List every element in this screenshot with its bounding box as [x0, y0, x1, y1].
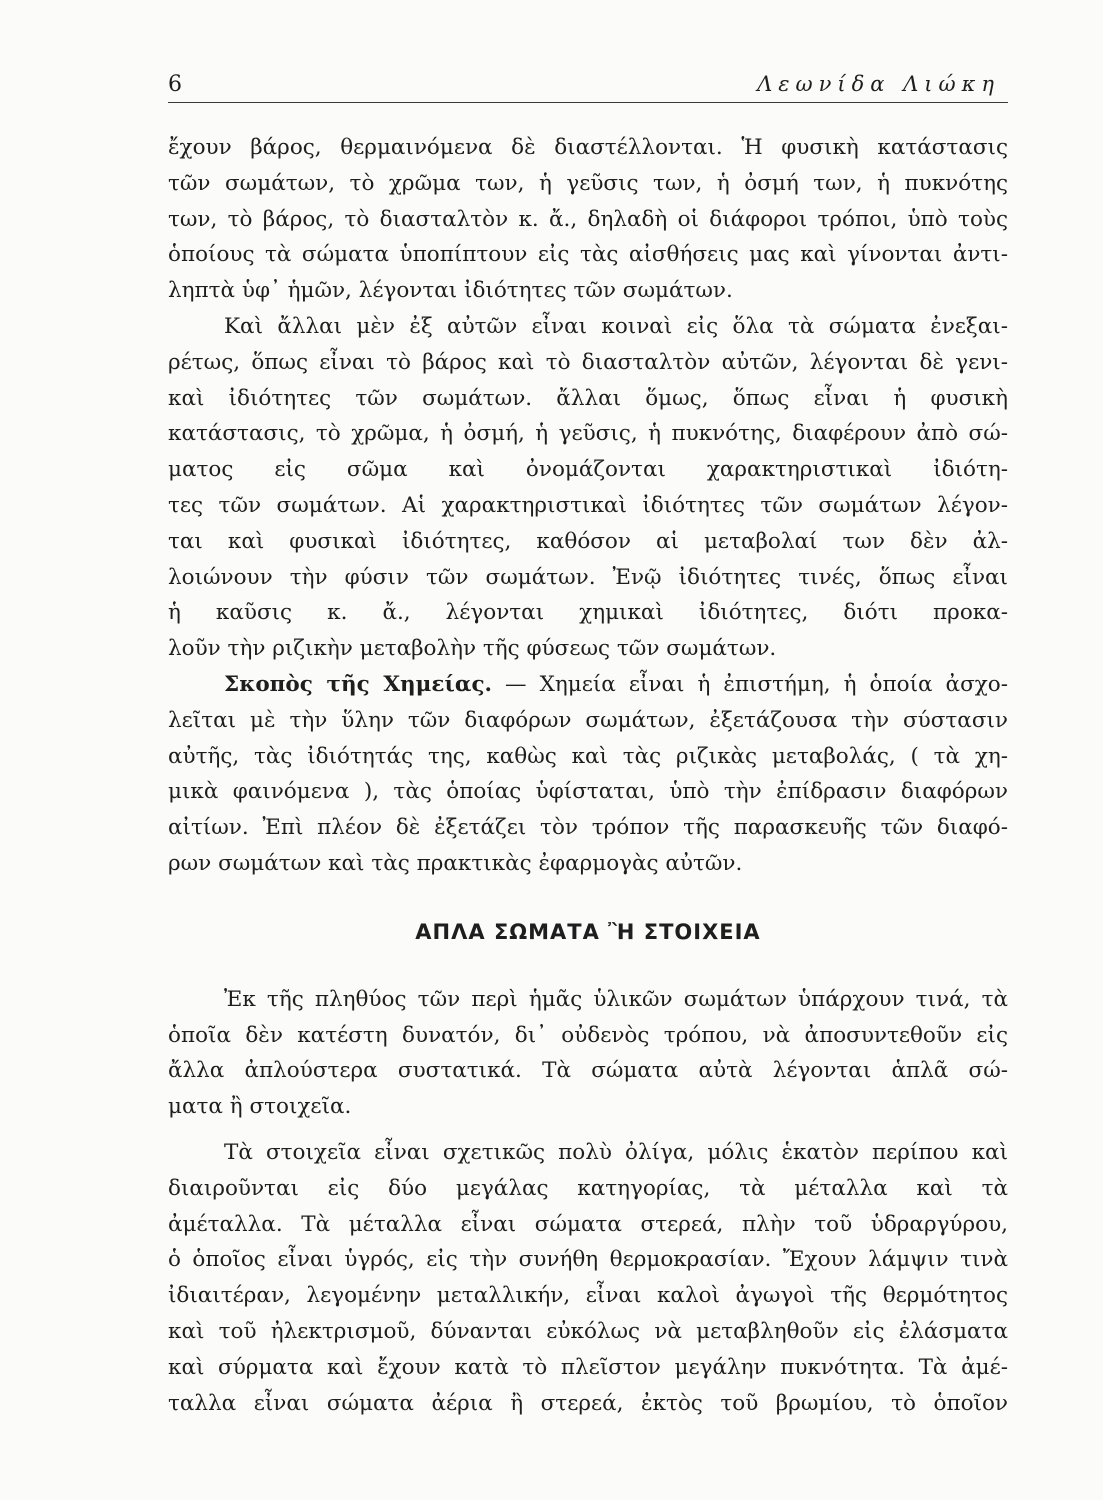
text-line: των, τὸ βάρος, τὸ διασταλτὸν κ. ἄ., δηλαδὴ οἱ διάφοροι τρόποι, ὑπὸ τοὺς	[168, 206, 1008, 232]
section-title: Σκοπὸς τῆς Χημείας.	[224, 671, 493, 697]
text-line: καὶ ἰδιότητες τῶν σωμάτων. ἄλλαι ὅμως, ὅπως εἶναι ἡ φυσικὴ	[168, 385, 1008, 411]
text-line: αὐτῆς, τὰς ἰδιότητάς της, καθὼς καὶ τὰς ριζικὰς μεταβολάς, ( τὰ χη-	[168, 743, 1008, 769]
text-line: ἡ καῦσις κ. ἄ., λέγονται χημικαὶ ἰδιότητες, διότι προκα-	[168, 600, 1008, 626]
text-line: Τὰ στοιχεῖα εἶναι σχετικῶς πολὺ ὀλίγα, μόλις ἑκατὸν περίπου καὶ	[224, 1139, 1008, 1165]
text-line	[168, 667, 1008, 703]
text-line: λοιώνουν τὴν φύσιν τῶν σωμάτων. Ἐνῷ ἰδιότητες τινές, ὅπως εἶναι	[168, 564, 1008, 590]
text-line: καὶ σύρματα καὶ ἔχουν κατὰ τὸ πλεῖστον μεγάλην πυκνότητα. Τὰ ἀμέ-	[168, 1354, 1008, 1380]
text-line: ἔχουν βάρος, θερμαινόμενα δὲ διαστέλλονται. Ἡ φυσικὴ κατάστασις	[168, 135, 1008, 160]
text-line: μικὰ φαινόμενα ), τὰς ὁποίας ὑφίσταται, ὑπὸ τὴν ἐπίδρασιν διαφόρων	[168, 779, 1008, 805]
text-span: — Χημεία εἶναι ἡ ἐπιστήμη, ἡ ὁποία ἀσχο-	[505, 671, 1008, 697]
text-line: διαιροῦνται εἰς δύο μεγάλας κατηγορίας, τὰ μέταλλα καὶ τὰ	[168, 1175, 1008, 1201]
text-line: ὁποῖα δὲν κατέστη δυνατόν, δι᾽ οὐδενὸς τρόπου, νὰ ἀποσυντεθοῦν εἰς	[168, 1022, 1008, 1048]
text-line: Καὶ ἄλλαι μὲν ἐξ αὐτῶν εἶναι κοιναὶ εἰς ὅλα τὰ σώματα ἐνεξαι-	[224, 313, 1008, 339]
page-number: 6	[168, 72, 182, 97]
text-line: ληπτὰ ὑφ᾽ ἡμῶν, λέγονται ἰδιότητες τῶν σωμάτων.	[168, 278, 733, 304]
text-line: αἰτίων. Ἐπὶ πλέον δὲ ἐξετάζει τὸν τρόπον τῆς παρασκευῆς τῶν διαφό-	[168, 815, 1008, 841]
text-line: λοῦν τὴν ριζικὴν μεταβολὴν τῆς φύσεως τῶν σωμάτων.	[168, 636, 777, 662]
text-line: ματος εἰς σῶμα καὶ ὀνομάζονται χαρακτηριστικαὶ ἰδιότη-	[168, 457, 1008, 483]
text-line: ρων σωμάτων καὶ τὰς πρακτικὰς ἐφαρμογὰς αὐτῶν.	[168, 850, 743, 876]
running-head: Λεωνίδα Λιώκη	[757, 72, 1000, 96]
text-line: ται καὶ φυσικαὶ ἰδιότητες, καθόσον αἱ μεταβολαί των δὲν ἀλ-	[168, 528, 1008, 554]
text-line: τῶν σωμάτων, τὸ χρῶμα των, ἡ γεῦσις των, ἡ ὀσμή των, ἡ πυκνότης	[168, 170, 1008, 196]
text-line: κατάστασις, τὸ χρῶμα, ἡ ὀσμή, ἡ γεῦσις, ἡ πυκνότης, διαφέρουν ἀπὸ σώ-	[168, 421, 1008, 447]
text-line: ὁ ὁποῖος εἶναι ὑγρός, εἰς τὴν συνήθη θερμοκρασίαν. Ἔχουν λάμψιν τινὰ	[168, 1247, 1008, 1273]
section-heading: ΑΠΛΑ ΣΩΜΑΤΑ Ἢ ΣΤΟΙΧΕΙΑ	[415, 919, 761, 944]
text-line: ἄλλα ἀπλούστερα συστατικά. Τὰ σώματα αὐτὰ λέγονται ἁπλᾶ σώ-	[168, 1058, 1008, 1084]
text-line: ἀμέταλλα. Τὰ μέταλλα εἶναι σώματα στερεά, πλὴν τοῦ ὑδραργύρου,	[168, 1211, 1008, 1237]
text-line: ταλλα εἶναι σώματα ἀέρια ἢ στερεά, ἐκτὸς τοῦ βρωμίου, τὸ ὁποῖον	[168, 1390, 1008, 1416]
text-line: λεῖται μὲ τὴν ὕλην τῶν διαφόρων σωμάτων, ἐξετάζουσα τὴν σύστασιν	[168, 707, 1008, 733]
text-line: ρέτως, ὅπως εἶναι τὸ βάρος καὶ τὸ διασταλτὸν αὐτῶν, λέγονται δὲ γενι-	[168, 349, 1008, 375]
body-text	[168, 130, 1008, 1421]
paragraph-gap	[168, 1125, 1008, 1135]
text-line: Ἐκ τῆς πληθύος τῶν περὶ ἡμᾶς ὑλικῶν σωμάτων ὑπάρχουν τινά, τὰ	[224, 986, 1008, 1012]
page-header	[168, 66, 1008, 103]
text-line: τες τῶν σωμάτων. Αἱ χαρακτηριστικαὶ ἰδιότητες τῶν σωμάτων λέγον-	[168, 492, 1008, 518]
text-line: ἰδιαιτέραν, λεγομένην μεταλλικήν, εἶναι καλοὶ ἀγωγοὶ τῆς θερμότητος	[168, 1283, 1008, 1309]
text-line: καὶ τοῦ ἠλεκτρισμοῦ, δύνανται εὐκόλως νὰ μεταβληθοῦν εἰς ἐλάσματα	[168, 1318, 1008, 1344]
text-line: ὁποίους τὰ σώματα ὑποπίπτουν εἰς τὰς αἰσθήσεις μας καὶ γίνονται ἀντι-	[168, 242, 1008, 268]
text-line: ματα ἢ στοιχεῖα.	[168, 1094, 352, 1120]
